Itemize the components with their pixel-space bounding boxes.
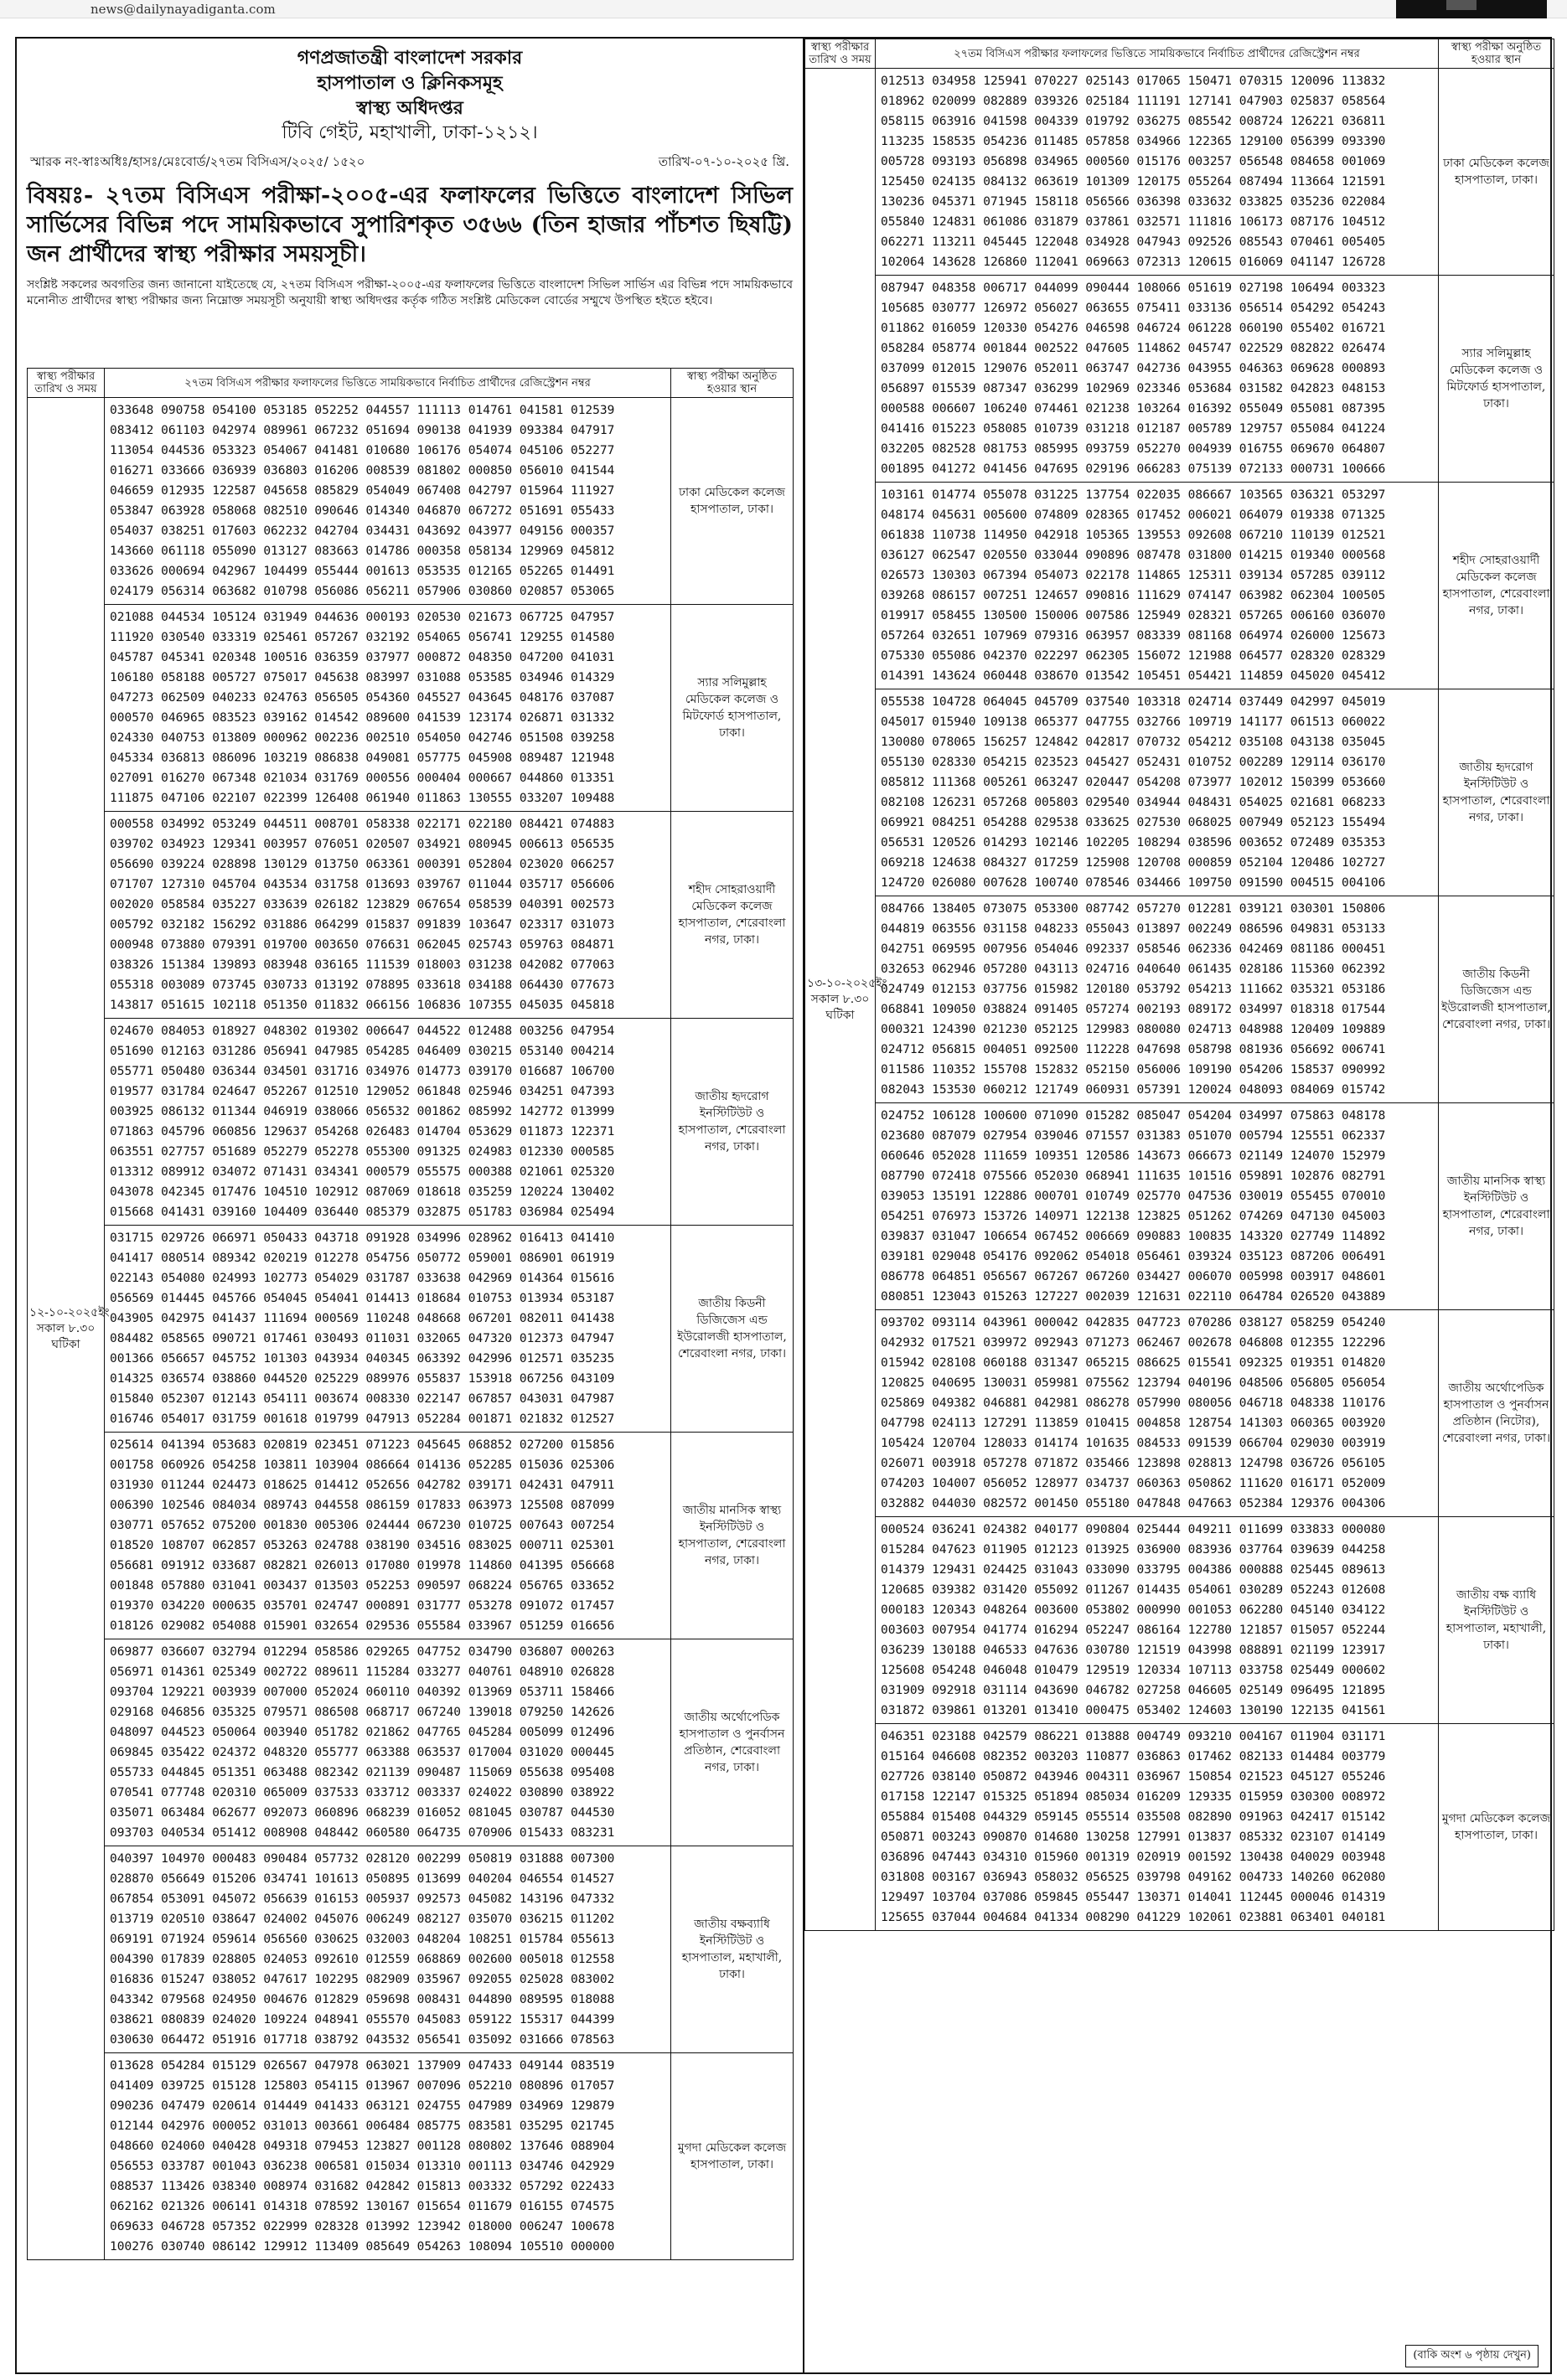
registration-number-line: 055771 050480 036344 034501 031716 034976 014773 039170 016687 106700 <box>110 1065 615 1078</box>
registration-number-line: 005728 093193 056898 034965 000560 015176 003257 056548 084658 001069 <box>881 155 1386 168</box>
right-schedule-table <box>804 39 1554 1931</box>
registration-numbers-cell <box>105 398 671 605</box>
registration-number-line: 048174 045631 005600 074809 028365 017452 006021 064079 019338 071325 <box>881 509 1386 522</box>
registration-number-line: 062162 021326 006141 014318 078592 130167 015654 011679 016155 074575 <box>110 2200 615 2213</box>
venue-cell: স্যার সলিমুল্লাহ মেডিকেল কলেজ ও মিটফোর্ড হাসপাতাল, ঢাকা। <box>1439 276 1554 483</box>
registration-number-line: 090236 047479 020614 014449 041433 063121 024755 047989 034969 129879 <box>110 2099 615 2113</box>
registration-number-line: 011586 110352 155708 152832 052150 056006 109190 054206 158537 090992 <box>881 1063 1386 1076</box>
registration-number-line: 047798 024113 127291 113859 010415 004858 128754 141303 060365 003920 <box>881 1417 1386 1430</box>
header-date: স্বাস্থ্য পরীক্ষার তারিখ ও সময় <box>28 369 105 398</box>
registration-number-line: 016746 054017 031759 001618 019799 047913 052284 001871 021832 012527 <box>110 1412 615 1426</box>
venue-cell: জাতীয় মানসিক স্বাস্থ্য ইনস্টিটিউট ও হাসপাতাল, শেরেবাংলা নগর, ঢাকা। <box>1439 1103 1554 1310</box>
left-schedule-body <box>28 398 794 2260</box>
registration-number-line: 032653 062946 057280 043113 024716 040640 061435 028186 115360 062392 <box>881 963 1386 976</box>
registration-numbers-cell <box>876 896 1439 1103</box>
logo-mark <box>1446 0 1476 10</box>
registration-number-line: 045334 036813 086096 103219 086838 049081 057775 045908 089487 121948 <box>110 751 615 765</box>
registration-number-line: 070541 077748 020310 065009 037533 033712 003337 024022 030890 038922 <box>110 1786 615 1799</box>
registration-number-line: 069921 084251 054288 029538 033625 027530 068025 007949 052123 155494 <box>881 816 1386 829</box>
registration-number-line: 000558 034992 053249 044511 008701 058338 022171 022180 084421 074883 <box>110 818 615 831</box>
reference-row <box>30 149 789 173</box>
registration-number-line: 054251 076973 153726 140971 122138 123825 051262 074269 047130 045003 <box>881 1210 1386 1223</box>
registration-number-line: 031715 029726 066971 050433 043718 091928 034996 028962 016413 041410 <box>110 1231 615 1245</box>
registration-number-line: 012144 042976 000052 031013 003661 006484 085775 083581 035295 021745 <box>110 2119 615 2133</box>
registration-number-line: 023680 087079 027954 039046 071557 031383 051070 005794 125551 062337 <box>881 1129 1386 1143</box>
registration-number-line: 001848 057880 031041 003437 013503 052253 090597 068224 056765 033652 <box>110 1579 615 1593</box>
registration-number-line: 017158 122147 015325 051894 085034 016209 129335 015959 030300 008972 <box>881 1790 1386 1804</box>
registration-number-line: 069877 036607 032794 012294 058586 029265 047752 034790 036807 000263 <box>110 1645 615 1659</box>
registration-number-line: 013628 054284 015129 026567 047978 063021 137909 047433 049144 083519 <box>110 2059 615 2073</box>
registration-number-line: 042932 017521 039972 092943 071273 062467 002678 046808 012355 122296 <box>881 1336 1386 1350</box>
office-address: টিবি গেইট, মহাখালী, ঢাকা-১২১২। <box>282 122 538 143</box>
registration-number-line: 036896 047443 034310 015960 001319 020919 001592 130438 040029 003948 <box>881 1851 1386 1864</box>
registration-number-line: 015942 028108 060188 031347 065215 086625 015541 092325 019351 014820 <box>881 1356 1386 1370</box>
registration-number-line: 048660 024060 040428 049318 079453 123827 001128 080802 137646 088904 <box>110 2140 615 2153</box>
registration-number-line: 113235 158535 054236 011485 057858 034966 122365 129100 056399 093390 <box>881 135 1386 148</box>
registration-number-line: 056553 033787 001043 036238 006581 015034 013310 001113 034746 042929 <box>110 2160 615 2173</box>
registration-number-line: 039702 034923 129341 003957 076051 020507 034921 080945 006613 056535 <box>110 838 615 851</box>
registration-number-line: 062271 113211 045445 122048 034928 047943 092526 085543 070461 005405 <box>881 235 1386 249</box>
registration-number-line: 024712 056815 004051 092500 112228 047698 058798 081936 056692 006741 <box>881 1043 1386 1056</box>
registration-number-line: 105685 030777 126972 056027 063655 075411 033136 056514 054292 054243 <box>881 302 1386 315</box>
registration-number-line: 060646 052028 111659 109351 120586 143673 066673 021149 124070 152979 <box>881 1149 1386 1163</box>
registration-number-line: 001366 056657 045752 101303 043934 040345 063392 042996 012571 035235 <box>110 1352 615 1366</box>
registration-number-line: 015840 052307 012143 054111 003674 008330 022147 067857 043031 047987 <box>110 1392 615 1406</box>
registration-number-line: 055318 003089 073745 030733 013192 078895 033618 034188 064430 077673 <box>110 978 615 992</box>
registration-number-line: 018126 029082 054088 015901 032654 029536 055584 033967 051259 016656 <box>110 1619 615 1633</box>
schedule-group-row <box>28 1019 794 1226</box>
registration-number-line: 084482 058565 090721 017461 030493 011031 032065 047320 012373 047947 <box>110 1332 615 1345</box>
venue-cell: জাতীয় হৃদরোগ ইনস্টিটিউট ও হাসপাতাল, শেরেবাংলা নগর, ঢাকা। <box>1439 689 1554 896</box>
schedule-group-row <box>28 1639 794 1846</box>
registration-number-line: 031872 039861 013201 013410 000475 053402 124603 130190 122135 041561 <box>881 1704 1386 1717</box>
registration-number-line: 051690 012163 031286 056941 047985 054285 046409 030215 053140 004214 <box>110 1045 615 1058</box>
registration-number-line: 002020 058584 035227 033639 026182 123829 067654 058539 040391 002573 <box>110 898 615 911</box>
registration-number-line: 055130 028330 054215 023523 045427 052431 010752 002289 129114 036170 <box>881 756 1386 769</box>
venue-cell: জাতীয় বক্ষ ব্যাধি ইনস্টিটিউট ও হাসপাতাল, মহাখালী, ঢাকা। <box>1439 1517 1554 1724</box>
registration-number-line: 069191 071924 059614 056560 030625 032003 048204 108251 015784 055613 <box>110 1933 615 1946</box>
registration-number-line: 001758 060926 054258 103811 103904 086664 014136 052285 015036 025306 <box>110 1458 615 1472</box>
registration-number-line: 014325 036574 038860 044520 025229 089976 055837 153918 067256 043109 <box>110 1372 615 1386</box>
directorate-name: স্বাস্থ্য অধিদপ্তর <box>356 97 463 119</box>
registration-number-line: 000588 006607 106240 074461 021238 103264 016392 055049 055081 087395 <box>881 402 1386 416</box>
schedule-group-row <box>805 1310 1554 1517</box>
registration-number-line: 044819 063556 031158 048233 055043 013897 002249 086596 049831 053133 <box>881 922 1386 936</box>
right-schedule-body <box>805 69 1554 1931</box>
registration-number-line: 130080 078065 156257 124842 042817 070732 054212 035108 043138 035045 <box>881 736 1386 749</box>
exam-date-cell: ১৩-১০-২০২৫ইং সকাল ৮.৩০ ঘটিকা <box>805 69 876 1931</box>
registration-number-line: 036239 130188 046533 047636 030780 121519 043998 088891 021199 123917 <box>881 1644 1386 1657</box>
registration-number-line: 029168 046856 035325 079571 086508 068717 067240 139018 079250 142626 <box>110 1706 615 1719</box>
registration-number-line: 035071 063484 062677 092073 060896 068239 016052 081045 030787 044530 <box>110 1806 615 1820</box>
registration-number-line: 067854 053091 045072 056639 016153 005937 092573 045082 143196 047332 <box>110 1892 615 1906</box>
registration-number-line: 068841 109050 038824 091405 057274 002193 089172 034997 018318 017544 <box>881 1003 1386 1016</box>
venue-cell: জাতীয় অর্থোপেডিক হাসপাতাল ও পুনর্বাসন প্রতিষ্ঠান, শেরেবাংলা নগর, ঢাকা। <box>671 1639 794 1846</box>
registration-number-line: 050871 003243 090870 014680 130258 127991 013837 085332 023107 014149 <box>881 1830 1386 1844</box>
registration-number-line: 071863 045796 060856 129637 054268 026483 014704 053629 011873 122371 <box>110 1125 615 1138</box>
schedule-group-row <box>805 483 1554 689</box>
schedule-group-row <box>805 1724 1554 1931</box>
registration-number-line: 129497 103704 037086 059845 055447 130371 014041 112445 000046 014319 <box>881 1891 1386 1904</box>
registration-number-line: 100276 030740 086142 129912 113409 085649 054263 108094 105510 000000 <box>110 2240 615 2254</box>
header-venue: স্বাস্থ্য পরীক্ষা অনুষ্ঠিত হওয়ার স্থান <box>1439 39 1554 69</box>
registration-number-line: 069845 035422 024372 048320 055777 063388 063537 017004 031020 000445 <box>110 1746 615 1759</box>
registration-number-line: 043905 042975 041437 111694 000569 110248 048668 067201 082011 041438 <box>110 1312 615 1325</box>
newspaper-email: news@dailynayadiganta.com <box>91 2 276 17</box>
registration-number-line: 025614 041394 053683 020819 023451 071223 045645 068852 027200 015856 <box>110 1438 615 1452</box>
continued-note: (বাকি অংশ ৬ পৃষ্ঠায় দেখুন) <box>1405 2345 1539 2367</box>
registration-number-line: 054037 038251 017603 062232 042704 034431 043692 043977 049156 000357 <box>110 524 615 538</box>
exam-date-cell: ১২-১০-২০২৫ইং সকাল ৮.৩০ ঘটিকা <box>28 398 105 2260</box>
registration-number-line: 001895 041272 041456 047695 029196 066283 075139 072133 000731 100666 <box>881 462 1386 476</box>
venue-cell: ঢাকা মেডিকেল কলেজ হাসপাতাল, ঢাকা। <box>1439 69 1554 276</box>
schedule-group-row <box>28 1433 794 1639</box>
registration-number-line: 039268 086157 007251 124657 090816 111629 074147 063982 062304 100505 <box>881 589 1386 602</box>
schedule-group-row <box>28 2053 794 2260</box>
registration-numbers-cell <box>105 1433 671 1639</box>
registration-number-line: 080851 123043 015263 127227 002039 121631 022110 064784 026520 043889 <box>881 1290 1386 1304</box>
registration-number-line: 032882 044030 082572 001450 055180 047848 047663 052384 129376 004306 <box>881 1497 1386 1510</box>
registration-number-line: 024179 056314 063682 010798 056086 056211 057906 030860 020857 053065 <box>110 585 615 598</box>
registration-number-line: 055538 104728 064045 045709 037540 103318 024714 037449 042997 045019 <box>881 695 1386 709</box>
registration-numbers-cell <box>876 1310 1439 1517</box>
venue-cell: স্যার সলিমুল্লাহ মেডিকেল কলেজ ও মিটফোর্ড হাসপাতাল, ঢাকা। <box>671 605 794 812</box>
registration-numbers-cell <box>876 1724 1439 1931</box>
venue-cell: শহীদ সোহরাওয়ার্দী মেডিকেল কলেজ হাসপাতাল, শেরেবাংলা নগর, ঢাকা। <box>1439 483 1554 689</box>
registration-number-line: 043342 079568 024950 004676 012829 059698 008431 044890 089595 018088 <box>110 1993 615 2006</box>
registration-number-line: 000948 073880 079391 019700 003650 076631 062045 025743 059763 084871 <box>110 938 615 952</box>
registration-number-line: 024749 012153 037756 015982 120180 053792 054213 111662 035321 053186 <box>881 983 1386 996</box>
registration-number-line: 011862 016059 120330 054276 046598 046724 061228 060190 055402 016721 <box>881 322 1386 335</box>
registration-number-line: 038326 151384 139893 083948 036165 111539 018003 031238 042082 077063 <box>110 958 615 972</box>
registration-number-line: 103161 014774 055078 031225 137754 022035 086667 103565 036321 053297 <box>881 488 1386 502</box>
registration-number-line: 041409 039725 015128 125803 054115 013967 007096 052210 080896 017057 <box>110 2079 615 2093</box>
registration-number-line: 027091 016270 067348 021034 031769 000556 000404 000667 044860 013351 <box>110 772 615 785</box>
registration-numbers-cell <box>876 483 1439 689</box>
registration-numbers-cell <box>876 1517 1439 1724</box>
registration-numbers-cell <box>105 1019 671 1226</box>
registration-number-line: 000570 046965 083523 039162 014542 089600 041539 123174 026871 031332 <box>110 711 615 725</box>
registration-number-line: 019917 058455 130500 150006 007586 125949 028321 057265 006160 036070 <box>881 609 1386 622</box>
registration-numbers-cell <box>105 812 671 1019</box>
registration-number-line: 111920 030540 033319 025461 057267 032192 054065 056741 129255 014580 <box>110 631 615 644</box>
registration-number-line: 042751 069595 007956 054046 092337 058546 062336 042469 081186 000451 <box>881 942 1386 956</box>
header-date: স্বাস্থ্য পরীক্ষার তারিখ ও সময় <box>805 39 876 69</box>
registration-number-line: 024670 084053 018927 048302 019302 006647 044522 012488 003256 047954 <box>110 1025 615 1038</box>
department-name: হাসপাতাল ও ক্লিনিকসমূহ <box>317 72 503 94</box>
registration-number-line: 015668 041431 039160 104409 036440 085379 032875 051783 036984 025494 <box>110 1205 615 1219</box>
registration-number-line: 000183 120343 048264 003600 053802 000990 001053 062280 045140 034122 <box>881 1603 1386 1617</box>
registration-number-line: 015284 047623 011905 012123 013925 036900 083936 037764 039639 044258 <box>881 1543 1386 1557</box>
notice-header <box>17 39 803 146</box>
registration-number-line: 053847 063928 058068 082510 090646 014340 046870 067272 051691 055433 <box>110 504 615 518</box>
registration-number-line: 093704 129221 003939 007000 052024 060110 040392 013969 053711 158466 <box>110 1686 615 1699</box>
registration-numbers-cell <box>105 1846 671 2053</box>
registration-number-line: 106180 058188 005727 075017 045638 083997 031088 053585 034946 014329 <box>110 671 615 684</box>
registration-number-line: 046351 023188 042579 086221 013888 004749 093210 004167 011904 031171 <box>881 1730 1386 1743</box>
registration-number-line: 031808 003167 036943 058032 056525 039798 049162 004733 140260 062080 <box>881 1871 1386 1884</box>
registration-number-line: 056681 091912 033687 082821 026013 017080 019978 114860 041395 056668 <box>110 1559 615 1572</box>
venue-cell: জাতীয় মানসিক স্বাস্থ্য ইনস্টিটিউট ও হাসপাতাল, শেরেবাংলা নগর, ঢাকা। <box>671 1433 794 1639</box>
registration-number-line: 125655 037044 004684 041334 008290 041229 102061 023881 063401 040181 <box>881 1911 1386 1924</box>
registration-number-line: 120685 039382 031420 055092 011267 014435 054061 030289 052243 012608 <box>881 1583 1386 1597</box>
registration-number-line: 113054 044536 053323 054067 041481 010680 106176 054074 045106 052277 <box>110 444 615 457</box>
memo-date: তারিখ-০৭-১০-২০২৫ খ্রি. <box>658 154 789 169</box>
registration-number-line: 102064 143628 126860 112041 069663 072313 120615 016069 041147 126728 <box>881 256 1386 269</box>
registration-number-line: 015164 046608 082352 003203 110877 036863 017462 082133 014484 003779 <box>881 1750 1386 1763</box>
memo-number: স্মারক নং-স্বাঃঅধিঃ/হাসঃ/মেঃবোর্ড/২৭তম বিসিএস/২০২৫/ ১৫২০ <box>30 154 365 169</box>
registration-number-line: 014379 129431 024425 031043 033090 033795 004386 000888 025445 089613 <box>881 1563 1386 1577</box>
registration-number-line: 124720 026080 007628 100740 078546 034466 109750 091590 004515 004106 <box>881 876 1386 890</box>
govt-name: গণপ্রজাতন্ত্রী বাংলাদেশ সরকার <box>297 47 523 69</box>
registration-number-line: 005792 032182 156292 031886 064299 015837 091839 103647 023317 031073 <box>110 918 615 932</box>
registration-numbers-cell <box>105 2053 671 2260</box>
advertisement-notice <box>15 37 1552 2374</box>
table-header-row <box>28 369 794 398</box>
registration-number-line: 040397 104970 000483 090484 057732 028120 002299 050819 031888 007300 <box>110 1852 615 1866</box>
registration-number-line: 026071 003918 057278 071872 035466 123898 028813 124798 036726 056105 <box>881 1457 1386 1470</box>
header-numbers: ২৭তম বিসিএস পরীক্ষার ফলাফলের ভিত্তিতে সাময়িকভাবে নির্বাচিত প্রার্থীদের রেজিস্ট্রেশন নম্বর <box>105 369 671 398</box>
notice-intro: সংশ্লিষ্ট সকলের অবগতির জন্য জানানো যাইতেছে যে, ২৭তম বিসিএস পরীক্ষা-২০০৫-এর ফলাফলের ভিত্তিতে বাংলাদেশ সিভিল সার্ভিস এর বিভিন্ন পদে সাময়িকভাবে মনোনীত প্রার্থীদের স্বাস্থ্য পরীক্ষার জন্য নিম্নোক্ত সময়সূচী অনুযায়ী স্বাস্থ্য অধিদপ্তর কর্তৃক গঠিত সংশ্লিষ্ট মেডিকেল বোর্ডের সম্মুখে উপস্থিত হইতে হইবে। <box>27 278 793 307</box>
registration-number-line: 083412 061103 042974 089961 067232 051694 090138 041939 093384 047917 <box>110 424 615 437</box>
registration-number-line: 056971 014361 025349 002722 089611 115284 033277 040761 048910 026828 <box>110 1665 615 1679</box>
schedule-group-row <box>805 1517 1554 1724</box>
registration-number-line: 033626 000694 042967 104499 055444 001613 053535 012165 052265 014491 <box>110 565 615 578</box>
registration-number-line: 061838 110738 114950 042918 105365 139553 092608 067210 110139 012521 <box>881 529 1386 542</box>
registration-number-line: 031930 011244 024473 018625 014412 052656 042782 039171 042431 047911 <box>110 1479 615 1492</box>
registration-number-line: 039053 135191 122886 000701 010749 025770 047536 030019 055455 070010 <box>881 1190 1386 1203</box>
registration-number-line: 111875 047106 022107 022399 126408 061940 011863 130555 033207 109488 <box>110 792 615 805</box>
registration-number-line: 084766 138405 073075 053300 087742 057270 012281 039121 030301 150806 <box>881 902 1386 916</box>
registration-number-line: 082043 153530 060212 121749 060931 057391 120024 048093 084069 015742 <box>881 1083 1386 1097</box>
registration-number-line: 045787 045341 020348 100516 036359 037977 000872 048350 047200 041031 <box>110 651 615 664</box>
registration-number-line: 012513 034958 125941 070227 025143 017065 150471 070315 120096 113832 <box>881 75 1386 88</box>
venue-cell: ঢাকা মেডিকেল কলেজ হাসপাতাল, ঢাকা। <box>671 398 794 605</box>
registration-numbers-cell <box>105 1639 671 1846</box>
registration-numbers-cell <box>876 1103 1439 1310</box>
registration-number-line: 085812 111368 005261 063247 020447 054208 073977 102012 150399 053660 <box>881 776 1386 789</box>
registration-number-line: 069218 124638 084327 017259 125908 120708 000859 052104 120486 102727 <box>881 856 1386 870</box>
registration-number-line: 071707 127310 045704 043534 031758 013693 039767 011044 035717 056606 <box>110 878 615 891</box>
registration-number-line: 056569 014445 045766 054045 054041 014413 018684 010753 013934 053187 <box>110 1292 615 1305</box>
registration-number-line: 013312 089912 034072 071431 034341 000579 055575 000388 021061 025320 <box>110 1165 615 1179</box>
registration-number-line: 087947 048358 006717 044099 090444 108066 051619 027198 106494 003323 <box>881 281 1386 295</box>
schedule-group-row <box>805 69 1554 276</box>
schedule-group-row <box>28 1846 794 2053</box>
left-schedule-table <box>27 368 794 2260</box>
newspaper-logo <box>1396 0 1547 18</box>
registration-number-line: 016836 015247 038052 047617 102295 082909 035967 092055 025028 083002 <box>110 1973 615 1986</box>
schedule-group-row <box>805 896 1554 1103</box>
registration-number-line: 055840 124831 061086 031879 037861 032571 111816 106173 087176 104512 <box>881 215 1386 229</box>
registration-number-line: 032205 082528 081753 085995 093759 052270 004939 016755 069670 064807 <box>881 442 1386 456</box>
schedule-group-row <box>28 605 794 812</box>
schedule-group-row <box>28 398 794 605</box>
header-numbers: ২৭তম বিসিএস পরীক্ষার ফলাফলের ভিত্তিতে সাময়িকভাবে নির্বাচিত প্রার্থীদের রেজিস্ট্রেশন নম্বর <box>876 39 1439 69</box>
left-column <box>17 39 803 2372</box>
registration-number-line: 048097 044523 050064 003940 051782 021862 047765 045284 005099 012496 <box>110 1726 615 1739</box>
registration-number-line: 003603 007954 041774 016294 052247 086164 122780 121857 015057 052244 <box>881 1624 1386 1637</box>
registration-number-line: 041417 080514 089342 020219 012278 054756 050772 059001 086901 061919 <box>110 1252 615 1265</box>
registration-number-line: 033648 090758 054100 053185 052252 044557 111113 014761 041581 012539 <box>110 404 615 417</box>
schedule-group-row <box>805 1103 1554 1310</box>
schedule-group-row <box>28 812 794 1019</box>
newspaper-header-strip <box>0 0 1567 18</box>
registration-number-line: 093703 040534 051412 008908 048442 060580 064735 070906 015433 083231 <box>110 1826 615 1840</box>
registration-number-line: 058115 063916 041598 004339 019792 036275 085542 008724 126221 036811 <box>881 115 1386 128</box>
venue-cell: জাতীয় হৃদরোগ ইনস্টিটিউট ও হাসপাতাল, শেরেবাংলা নগর, ঢাকা। <box>671 1019 794 1226</box>
registration-number-line: 038621 080839 024020 109224 048941 055570 045083 059122 155317 044399 <box>110 2013 615 2026</box>
registration-number-line: 024330 040753 013809 000962 002236 002510 054050 042746 051508 039258 <box>110 731 615 745</box>
registration-number-line: 025869 049382 046881 042981 086278 057990 080056 046718 048338 110176 <box>881 1397 1386 1410</box>
right-column <box>803 39 1554 2372</box>
registration-number-line: 018520 108707 062857 053263 024788 038190 034516 083025 000711 025301 <box>110 1539 615 1552</box>
registration-number-line: 057264 032651 107969 079316 063957 083339 081168 064974 026000 125673 <box>881 629 1386 643</box>
registration-number-line: 006390 102546 084034 089743 044558 086159 017833 063973 125508 087099 <box>110 1499 615 1512</box>
registration-number-line: 019370 034220 000635 035701 024747 000891 031777 053278 091072 017457 <box>110 1599 615 1613</box>
registration-number-line: 120825 040695 130031 059981 075562 123794 040196 048506 056805 056054 <box>881 1376 1386 1390</box>
venue-cell: শহীদ সোহরাওয়ার্দী মেডিকেল কলেজ হাসপাতাল, শেরেবাংলা নগর, ঢাকা। <box>671 812 794 1019</box>
registration-number-line: 004390 017839 028805 024053 092610 012559 068869 002600 005018 012558 <box>110 1953 615 1966</box>
registration-number-line: 055733 044845 051351 063488 082342 021139 090487 115069 055638 095408 <box>110 1766 615 1779</box>
registration-number-line: 028870 056649 015206 034741 101613 050895 013699 040204 046554 014527 <box>110 1872 615 1886</box>
registration-number-line: 000524 036241 024382 040177 090804 025444 049211 011699 033833 000080 <box>881 1523 1386 1536</box>
registration-number-line: 003925 086132 011344 046919 038066 056532 001862 085992 142772 013999 <box>110 1105 615 1118</box>
registration-number-line: 043078 042345 017476 104510 102912 087069 018618 035259 120224 130402 <box>110 1185 615 1199</box>
registration-number-line: 125608 054248 046048 010479 129519 120334 107113 033758 025449 000602 <box>881 1664 1386 1677</box>
venue-cell: মুগদা মেডিকেল কলেজ হাসপাতাল, ঢাকা। <box>1439 1724 1554 1931</box>
registration-number-line: 041416 015223 058085 010739 031218 012187 005789 129757 055084 041224 <box>881 422 1386 436</box>
registration-number-line: 058284 058774 001844 002522 047605 114862 045747 022529 082822 026474 <box>881 342 1386 355</box>
registration-number-line: 000321 124390 021230 052125 129983 080080 024713 048988 120409 109889 <box>881 1023 1386 1036</box>
registration-numbers-cell <box>876 276 1439 483</box>
registration-number-line: 022143 054080 024993 102773 054029 031787 033638 042969 014364 015616 <box>110 1272 615 1285</box>
registration-number-line: 074203 104007 056052 128977 034737 060363 050862 111620 016171 052009 <box>881 1477 1386 1490</box>
registration-number-line: 046659 012935 122587 045658 085829 054049 067408 042797 015964 111927 <box>110 484 615 498</box>
registration-numbers-cell <box>105 605 671 812</box>
registration-number-line: 027726 038140 050872 043946 004311 036967 150854 021523 045127 055246 <box>881 1770 1386 1784</box>
registration-number-line: 030771 057652 075200 001830 005306 024444 067230 010725 007643 007254 <box>110 1519 615 1532</box>
registration-number-line: 086778 064851 056567 067267 067260 034427 006070 005998 003917 048601 <box>881 1270 1386 1283</box>
registration-number-line: 047273 062509 040233 024763 056505 054360 045527 043645 048176 037087 <box>110 691 615 705</box>
registration-number-line: 130236 045371 071945 158118 056566 036398 033632 033825 035236 022084 <box>881 195 1386 209</box>
registration-number-line: 021088 044534 105124 031949 044636 000193 020530 021673 067725 047957 <box>110 611 615 624</box>
venue-cell: জাতীয় কিডনী ডিজিজেস এন্ড ইউরোলজী হাসপাতাল, শেরেবাংলা নগর, ঢাকা। <box>1439 896 1554 1103</box>
venue-cell: মুগদা মেডিকেল কলেজ হাসপাতাল, ঢাকা। <box>671 2053 794 2260</box>
registration-number-line: 026573 130303 067394 054073 022178 114865 125311 039134 057285 039112 <box>881 569 1386 582</box>
registration-number-line: 069633 046728 057352 022999 028328 013992 123942 018000 006247 100678 <box>110 2220 615 2233</box>
registration-number-line: 039181 029048 054176 092062 054018 056461 039324 035123 087206 006491 <box>881 1250 1386 1263</box>
registration-number-line: 018962 020099 082889 039326 025184 111191 127141 047903 025837 058564 <box>881 95 1386 108</box>
registration-number-line: 014391 143624 060448 038670 013542 105451 054421 114859 045020 045412 <box>881 669 1386 683</box>
registration-number-line: 055884 015408 044329 059145 055514 035508 082890 091963 042417 015142 <box>881 1810 1386 1824</box>
registration-number-line: 013719 020510 038647 024002 045076 006249 082127 035070 036215 011202 <box>110 1913 615 1926</box>
registration-number-line: 036127 062547 020550 033044 090896 087478 031800 014215 019340 000568 <box>881 549 1386 562</box>
schedule-group-row <box>28 1226 794 1433</box>
registration-number-line: 016271 033666 036939 036803 016206 008539 081802 000850 056010 041544 <box>110 464 615 478</box>
registration-number-line: 030630 064472 051916 017718 038792 043532 056541 035092 031666 078563 <box>110 2033 615 2047</box>
registration-number-line: 056690 039224 028898 130129 013750 063361 000391 052804 023020 066257 <box>110 858 615 871</box>
header-venue: স্বাস্থ্য পরীক্ষা অনুষ্ঠিত হওয়ার স্থান <box>671 369 794 398</box>
venue-cell: জাতীয় কিডনী ডিজিজেস এন্ড ইউরোলজী হাসপাতাল, শেরেবাংলা নগর, ঢাকা। <box>671 1226 794 1433</box>
registration-number-line: 082108 126231 057268 005803 029540 034944 048431 054025 021681 068233 <box>881 796 1386 809</box>
schedule-group-row <box>805 689 1554 896</box>
registration-number-line: 045017 015940 109138 065377 047755 032766 109719 141177 061513 060022 <box>881 715 1386 729</box>
schedule-group-row <box>805 276 1554 483</box>
registration-numbers-cell <box>105 1226 671 1433</box>
registration-number-line: 019577 031784 024647 052267 012510 129052 061848 025946 034251 047393 <box>110 1085 615 1098</box>
registration-number-line: 037099 012015 129076 052011 063747 042736 043955 046363 069628 000893 <box>881 362 1386 375</box>
registration-numbers-cell <box>876 69 1439 276</box>
registration-numbers-cell <box>876 689 1439 896</box>
registration-number-line: 093702 093114 043961 000042 042835 047723 070286 038127 058259 054240 <box>881 1316 1386 1329</box>
registration-number-line: 075330 055086 042370 022297 062305 156072 121988 064577 028320 028329 <box>881 649 1386 663</box>
venue-cell: জাতীয় বক্ষব্যাধি ইনস্টিটিউট ও হাসপাতাল, মহাখালী, ঢাকা। <box>671 1846 794 2053</box>
venue-cell: জাতীয় অর্থোপেডিক হাসপাতাল ও পুনর্বাসন প্রতিষ্ঠান (নিটোর), শেরেবাংলা নগর, ঢাকা। <box>1439 1310 1554 1517</box>
notice-subject: বিষয়ঃ- ২৭তম বিসিএস পরীক্ষা-২০০৫-এর ফলাফলের ভিত্তিতে বাংলাদেশ সিভিল সার্ভিসের বিভিন্ন পদে সাময়িকভাবে সুপারিশকৃত ৩৫৬৬ (তিন হাজার পাঁচশত ছিষট্টি) জন প্রার্থীদের স্বাস্থ্য পরীক্ষার সময়সূচী। <box>27 183 793 267</box>
registration-number-line: 087790 072418 075566 052030 068941 111635 101516 059891 102876 082791 <box>881 1169 1386 1183</box>
registration-number-line: 088537 113426 038340 008974 031682 042842 015813 003332 057292 022433 <box>110 2180 615 2193</box>
registration-number-line: 125450 024135 084132 063619 101309 120175 055264 087494 113664 121591 <box>881 175 1386 188</box>
registration-number-line: 143660 061118 055090 013127 083663 014786 000358 058134 129969 045812 <box>110 545 615 558</box>
registration-number-line: 056897 015539 087347 036299 102969 023346 053684 031582 042823 048153 <box>881 382 1386 395</box>
registration-number-line: 063551 027757 051689 052279 052278 055300 091325 024983 012330 000585 <box>110 1145 615 1159</box>
registration-number-line: 143817 051615 102118 051350 011832 066156 106836 107355 045035 045818 <box>110 999 615 1012</box>
registration-number-line: 031909 092918 031114 043690 046782 027258 046605 025149 096495 121895 <box>881 1684 1386 1697</box>
registration-number-line: 039837 031047 106654 067452 006669 090883 100835 143320 027749 114892 <box>881 1230 1386 1243</box>
registration-number-line: 105424 120704 128033 014174 101635 084533 091539 066704 029030 003919 <box>881 1437 1386 1450</box>
table-header-row <box>805 39 1554 69</box>
registration-number-line: 056531 120526 014293 102146 102205 108294 038596 003652 072489 035353 <box>881 836 1386 849</box>
registration-number-line: 024752 106128 100600 071090 015282 085047 054204 034997 075863 048178 <box>881 1109 1386 1123</box>
